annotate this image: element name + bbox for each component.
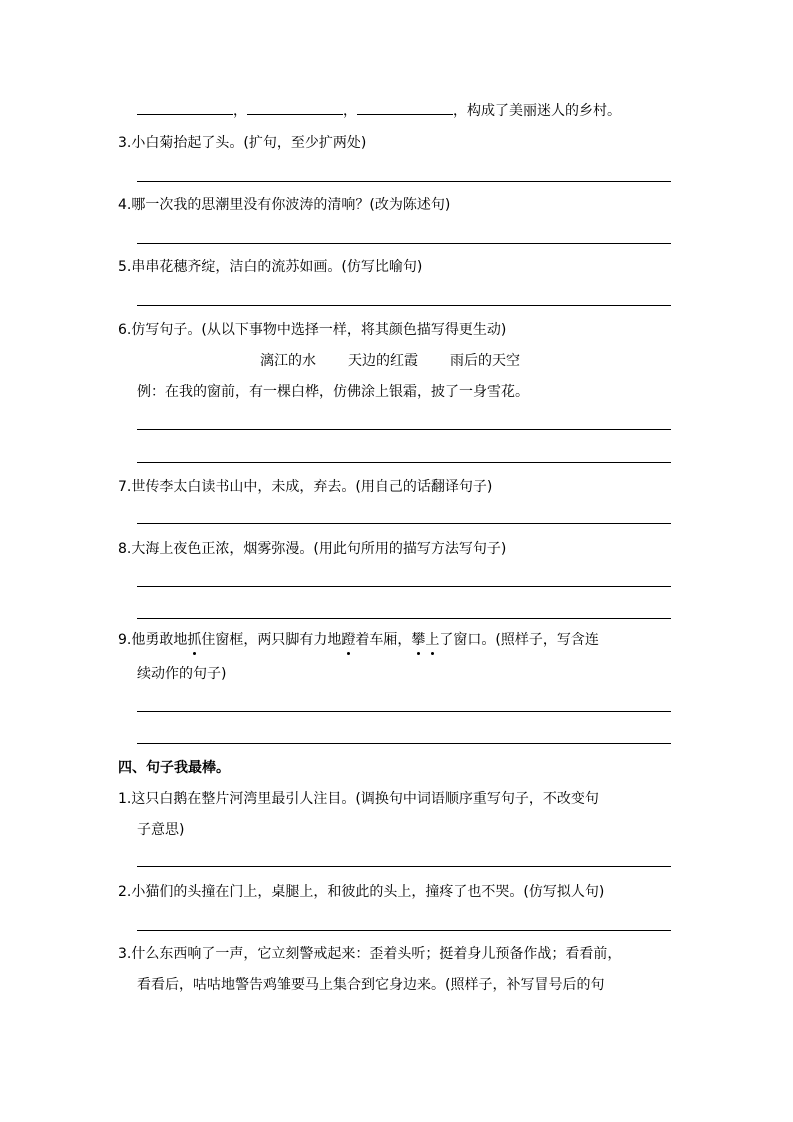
question-8: 8.大海上夜色正浓，烟雾弥漫。(用此句所用的描写方法写句子) <box>118 541 507 557</box>
blank-3[interactable] <box>357 100 453 115</box>
blank-2[interactable] <box>247 100 343 115</box>
q6-option-2: 天边的红霞 <box>348 353 418 369</box>
answer-line-q6-1[interactable] <box>137 429 671 430</box>
answer-line-q5[interactable] <box>137 305 671 306</box>
fill-in-tail: ，构成了美丽迷人的乡村。 <box>453 103 621 119</box>
dotted-char-shang: 上 <box>425 632 440 648</box>
s4-question-3: 3.什么东西响了一声，它立刻警戒起来：歪着头听；挺着身儿预备作战；看看前， <box>118 946 622 962</box>
answer-line-q3[interactable] <box>137 181 671 182</box>
comma-1: ， <box>233 103 247 119</box>
question-7: 7.世传李太白读书山中，未成，弃去。(用自己的话翻译句子) <box>118 479 493 495</box>
section-4-heading: 四、句子我最棒。 <box>118 760 230 776</box>
fill-in-sentence <box>137 100 621 121</box>
answer-line-q8-1[interactable] <box>137 586 671 587</box>
comma-2: ， <box>343 103 357 119</box>
answer-line-s4-q2[interactable] <box>137 930 671 931</box>
question-6: 6.仿写句子。(从以下事物中选择一样，将其颜色描写得更生动) <box>118 322 507 338</box>
question-9-continued: 续动作的句子) <box>137 666 227 682</box>
question-3: 3.小白菊抬起了头。(扩句，至少扩两处) <box>118 135 367 151</box>
answer-line-q8-2[interactable] <box>137 618 671 619</box>
answer-line-q9-2[interactable] <box>137 743 671 744</box>
dotted-char-deng: 蹬 <box>341 632 356 648</box>
s4-question-1-continued: 子意思) <box>137 822 185 838</box>
answer-line-q4[interactable] <box>137 243 671 244</box>
answer-line-s4-q1[interactable] <box>137 866 671 867</box>
s4-question-2: 2.小猫们的头撞在门上，桌腿上，和彼此的头上，撞疼了也不哭。(仿写拟人句) <box>118 884 605 900</box>
q6-example: 例：在我的窗前，有一棵白桦，仿佛涂上银霜，披了一身雪花。 <box>137 384 529 400</box>
answer-line-q6-2[interactable] <box>137 462 671 463</box>
question-9: 9.他勇敢地抓住窗框，两只脚有力地蹬着车厢，攀上了窗口。(照样子，写含连 <box>118 632 599 648</box>
q6-option-1: 漓江的水 <box>260 353 316 369</box>
answer-line-q9-1[interactable] <box>137 711 671 712</box>
q6-options <box>260 351 520 371</box>
question-5: 5.串串花穗齐绽，洁白的流苏如画。(仿写比喻句) <box>118 259 423 275</box>
q6-option-3: 雨后的天空 <box>450 353 520 369</box>
dotted-char-pan: 攀 <box>411 632 426 648</box>
question-4: 4.哪一次我的思潮里没有你波涛的清响？(改为陈述句) <box>118 197 451 213</box>
s4-question-1: 1.这只白鹅在整片河湾里最引人注目。(调换句中词语顺序重写句子，不改变句 <box>118 791 599 807</box>
blank-1[interactable] <box>137 100 233 115</box>
s4-question-3-continued: 看看后，咕咕地警告鸡雏要马上集合到它身边来。(照样子，补写冒号后的句 <box>137 977 605 993</box>
dotted-char-zhua: 抓 <box>187 632 202 648</box>
answer-line-q7[interactable] <box>137 523 671 524</box>
